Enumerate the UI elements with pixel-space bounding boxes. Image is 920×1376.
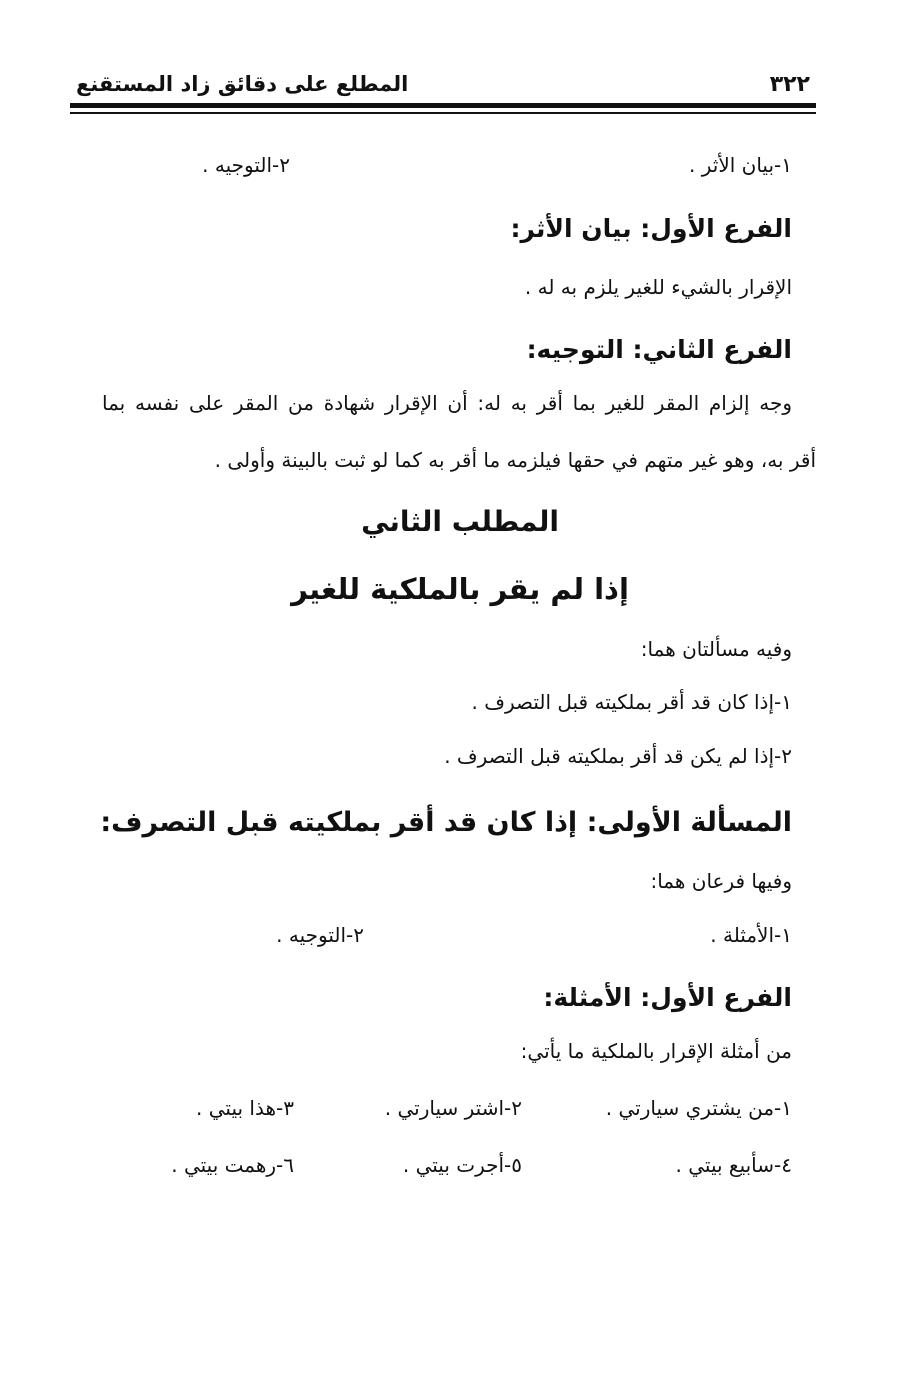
matlab-list-item-2: ٢-إذا لم يكن قد أقر بملكيته قبل التصرف . <box>444 744 792 768</box>
intro-list-item-2: ٢-التوجيه . <box>202 153 290 177</box>
section-text-athar: الإقرار بالشيء للغير يلزم به له . <box>524 275 792 299</box>
example-item: ٥-أجرت بيتي . <box>402 1153 522 1177</box>
masala-list-item-2: ٢-التوجيه . <box>276 923 364 947</box>
chapter-subtitle: إذا لم يقر بالملكية للغير <box>291 572 629 606</box>
intro-list-item-1: ١-بيان الأثر . <box>689 153 792 177</box>
examples-heading: الفرع الأول: الأمثلة: <box>543 983 792 1012</box>
page-number: ٣٢٢ <box>769 72 810 97</box>
example-item: ١-من يشتري سيارتي . <box>605 1096 792 1120</box>
masala-intro: وفيها فرعان هما: <box>650 869 792 893</box>
section-heading-athar: الفرع الأول: بيان الأثر: <box>510 214 792 243</box>
masala-list-item-1: ١-الأمثلة . <box>710 923 792 947</box>
example-item: ٣-هذا بيتي . <box>196 1096 294 1120</box>
example-item: ٦-رهمت بيتي . <box>171 1153 294 1177</box>
matlab-intro: وفيه مسألتان هما: <box>640 637 792 661</box>
section-heading-tawjih: الفرع الثاني: التوجيه: <box>526 335 792 364</box>
chapter-title: المطلب الثاني <box>361 505 559 538</box>
example-item: ٢-اشتر سيارتي . <box>384 1096 522 1120</box>
example-item: ٤-سأبيع بيتي . <box>675 1153 792 1177</box>
header-rule-thin <box>70 112 816 114</box>
paragraph-line-1: وجه إلزام المقر للغير بما أقر به له: أن الإقرار شهادة من المقر على نفسه بما <box>102 391 792 415</box>
page-header <box>70 68 816 104</box>
examples-intro: من أمثلة الإقرار بالملكية ما يأتي: <box>520 1039 792 1063</box>
running-title: المطلع على دقائق زاد المستقنع <box>76 72 409 96</box>
masala-heading: المسألة الأولى: إذا كان قد أقر بملكيته قبل التصرف: <box>100 807 792 838</box>
header-rule-thick <box>70 103 816 108</box>
paragraph-line-2: أقر به، وهو غير متهم في حقها فيلزمه ما أقر به كما لو ثبت بالبينة وأولى . <box>214 448 816 472</box>
matlab-list-item-1: ١-إذا كان قد أقر بملكيته قبل التصرف . <box>471 690 792 714</box>
